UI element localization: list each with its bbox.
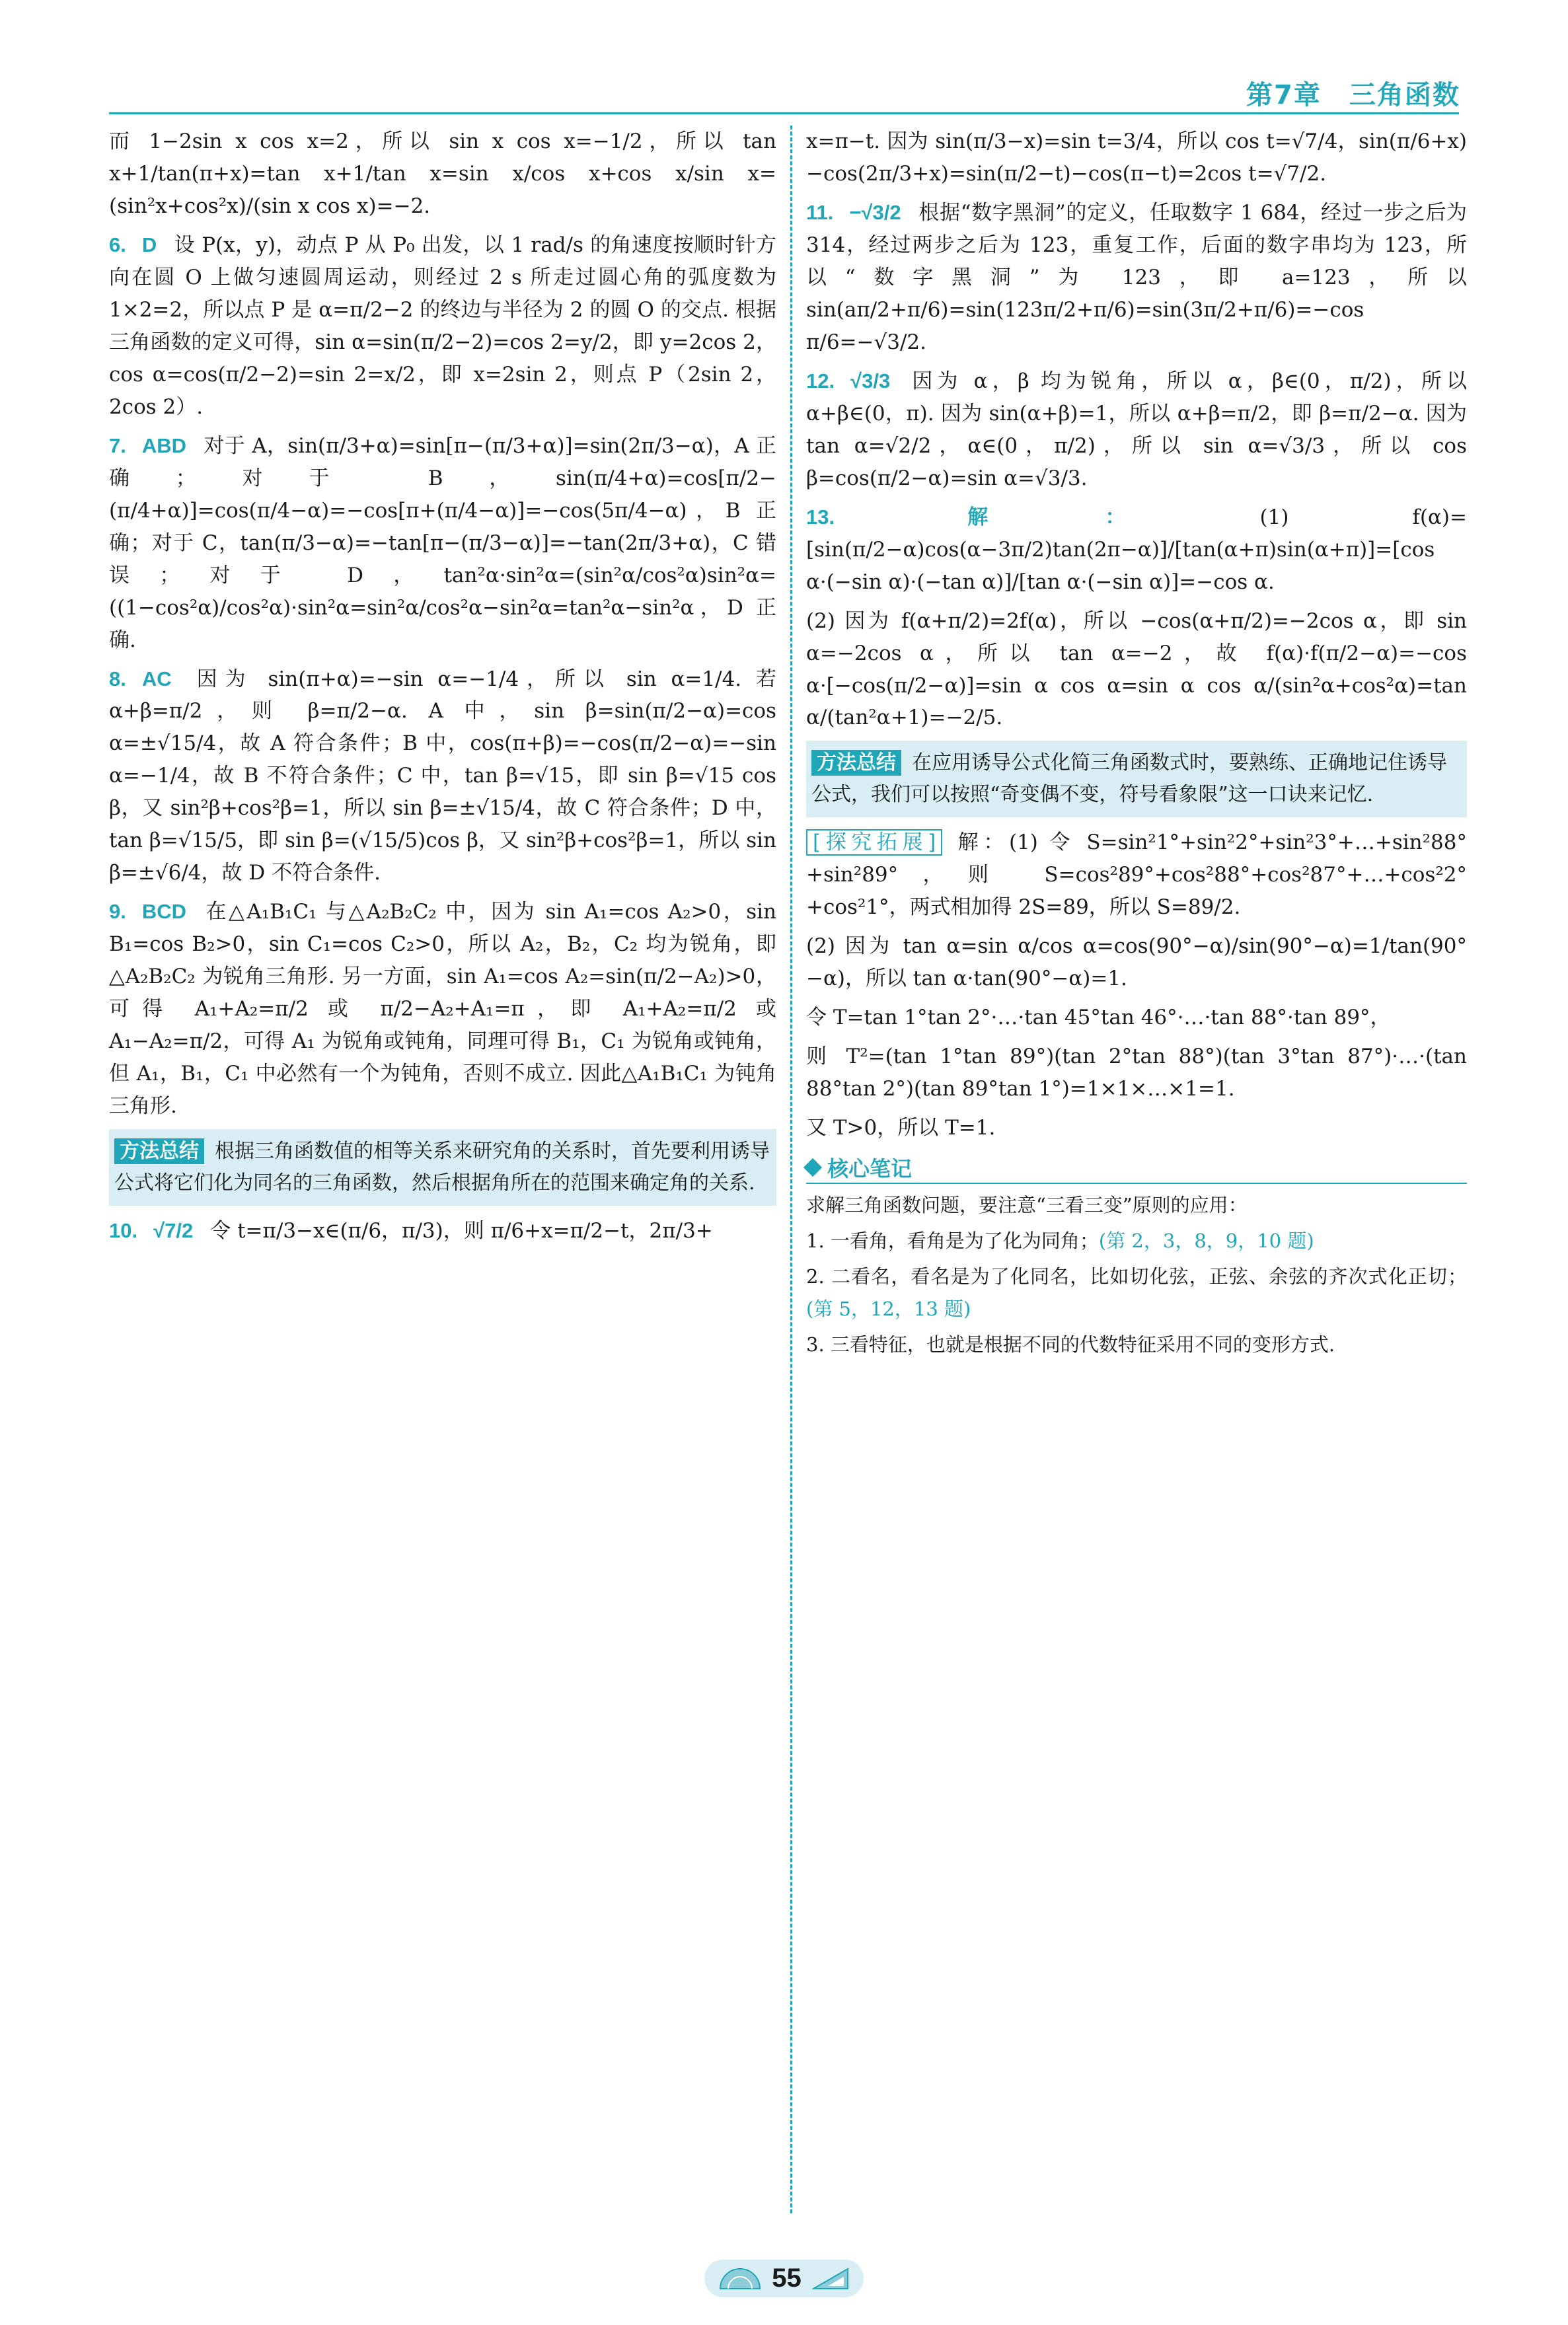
explore-extension-3: 令 T=tan 1°tan 2°·…·tan 45°tan 46°·…·tan 88°·tan 89°，	[806, 1006, 1391, 1030]
page-number-badge	[704, 2260, 864, 2297]
core-notes-title: 核心笔记	[806, 1152, 1467, 1184]
answer-7: 7. ABD 对于 A，sin(π/3+α)=sin[π−(π/3+α)]=sin(2π/3−α)，A 正确；对于 B，sin(π/4+α)=cos[π/2−(π/4+α)]=cos(π/4−α)=−cos[π+(π/4−α)]=−cos(5π/4−α)，B 正确；对于 C，tan(π/3−α)=−tan[π−(π/3−α)]=−tan(2π/3+α)，C 错误；对于 D，tan²α·sin²α=(sin²α/cos²α)sin²α=((1−cos²α)/cos²α)·sin²α=sin²α/cos²α−sin²α=tan²α−sin²α，D 正确.	[109, 433, 776, 652]
answer-13-part1: 13. 解： (1) f(α)=[sin(π/2−α)cos(α−3π/2)tan(2π−α)]/[tan(α+π)sin(α+π)]=[cos α·(−sin α)·(−tan α)]/[tan α·(−sin α)]=−cos α.	[806, 505, 1468, 594]
column-divider	[790, 126, 792, 2213]
core-notes-item: 3. 三看特征，也就是根据不同的代数特征采用不同的变形方式.	[806, 1333, 1335, 1356]
core-notes-intro: 求解三角函数问题，要注意“三看三变”原则的应用：	[806, 1194, 1248, 1217]
method-summary-tag-2: 方法总结	[811, 750, 901, 776]
method-summary-box-2: 方法总结 在应用诱导公式化简三角函数式时，要熟练、正确地记住诱导公式，我们可以按照“奇变偶不变，符号看象限”这一口诀来记忆.	[806, 741, 1467, 817]
header-rule	[109, 112, 1459, 114]
protractor-icon	[719, 2268, 761, 2290]
explore-extension-4: 则 T²=(tan 1°tan 89°)(tan 2°tan 88°)(tan 3°tan 87°)·…·(tan 88°tan 2°)(tan 89°tan 1°)=1×1×…×1=1.	[806, 1045, 1467, 1101]
page-footer	[0, 2260, 1568, 2297]
answer-11: 11. −√3/2 根据“数字黑洞”的定义，任取数字 1 684，经过一步之后为 314，经过两步之后为 123，重复工作，后面的数字串均为 123，所以“数字黑洞”为 123，即 a=123，所以 sin(aπ/2+π/6)=sin(123π/2+π/6)=sin(3π/2+π/6)=−cos π/6=−√3/2.	[806, 200, 1467, 354]
chapter-header: 第7章 三角函数	[1246, 80, 1460, 110]
answer-10: 10. √7/2 令 t=π/3−x∈(π/6，π/3)，则 π/6+x=π/2−t，2π/3+	[109, 1219, 713, 1243]
method-summary-box: 方法总结 根据三角函数值的相等关系来研究角的关系时，首先要利用诱导公式将它们化为同名的三角函数，然后根据角所在的范围来确定角的关系.	[109, 1129, 776, 1206]
explore-extension-tag: [探究拓展]	[806, 829, 942, 856]
answer-10-continuation: x=π−t. 因为 sin(π/3−x)=sin t=3/4，所以 cos t=√7/4，sin(π/6+x)−cos(2π/3+x)=sin(π/2−t)−cos(π−t)=2cos t=√7/2.	[806, 129, 1467, 186]
method-summary-tag: 方法总结	[114, 1138, 204, 1164]
answer-9: 9. BCD 在△A₁B₁C₁ 与△A₂B₂C₂ 中，因为 sin A₁=cos A₂>0，sin B₁=cos B₂>0，sin C₁=cos C₂>0，所以 A₂，B₂，C₂ 均为锐角，即△A₂B₂C₂ 为锐角三角形. 另一方面，sin A₁=cos A₂=sin(π/2−A₂)>0，可得 A₁+A₂=π/2 或 π/2−A₂+A₁=π，即 A₁+A₂=π/2 或 A₁−A₂=π/2，可得 A₁ 为锐角或钝角，同理可得 B₁，C₁ 为锐角或钝角，但 A₁，B₁，C₁ 中必然有一个为钝角，否则不成立. 因此△A₁B₁C₁ 为钝角三角形.	[109, 900, 776, 1119]
explore-extension-1: [探究拓展] 解：(1) 令 S=sin²1°+sin²2°+sin²3°+…+sin²88°+sin²89°，则 S=cos²89°+cos²88°+cos²87°+…+cos²2°+cos²1°，两式相加得 2S=89，所以 S=89/2.	[806, 830, 1467, 920]
explore-extension-5: 又 T>0，所以 T=1.	[806, 1116, 996, 1140]
core-notes-item: 2. 二看名，看名是为了化同名，比如切化弦，正弦、余弦的齐次式化正切；(第 5，12，13 题)	[806, 1265, 1467, 1320]
page-number: 55	[772, 2264, 802, 2293]
explore-extension-2: (2) 因为 tan α=sin α/cos α=cos(90°−α)/sin(90°−α)=1/tan(90°−α)，所以 tan α·tan(90°−α)=1.	[806, 934, 1467, 991]
core-notes-item: 1. 一看角，看角是为了化为同角；(第 2，3，8，9，10 题)	[806, 1230, 1314, 1253]
answer-12: 12. √3/3 因为 α，β 均为锐角，所以 α，β∈(0，π/2)，所以 α+β∈(0，π). 因为 sin(α+β)=1，所以 α+β=π/2，即 β=π/2−α. 因为 tan α=√2/2，α∈(0，π/2)，所以 sin α=√3/3，所以 cos β=cos(π/2−α)=sin α=√3/3.	[806, 369, 1467, 490]
answer-6: 6. D 设 P(x，y)，动点 P 从 P₀ 出发，以 1 rad/s 的角速度按顺时针方向在圆 O 上做匀速圆周运动，则经过 2 s 所走过圆心角的弧度数为 1×2=2，所以点 P 是 α=π/2−2 的终边与半径为 2 的圆 O 的交点. 根据三角函数的定义可得，sin α=sin(π/2−2)=cos 2=y/2，即 y=2cos 2，cos α=cos(π/2−2)=sin 2=x/2，即 x=2sin 2，则点 P（2sin 2，2cos 2）.	[109, 233, 776, 419]
diamond-icon	[803, 1158, 822, 1177]
right-column	[806, 126, 1467, 1364]
left-column	[109, 126, 776, 1254]
answer-13-part2: (2) 因为 f(α+π/2)=2f(α)，所以 −cos(α+π/2)=−2cos α，即 sin α=−2cos α，所以 tan α=−2，故 f(α)·f(π/2−α)=−cos α·[−cos(π/2−α)]=sin α cos α=sin α cos α/(sin²α+cos²α)=tan α/(tan²α+1)=−2/5.	[806, 609, 1467, 730]
set-square-icon	[812, 2268, 849, 2290]
answer-continuation: 而 1−2sin x cos x=2，所以 sin x cos x=−1/2，所以 tan x+1/tan(π+x)=tan x+1/tan x=sin x/cos x+cos x/sin x=(sin²x+cos²x)/(sin x cos x)=−2.	[109, 129, 776, 218]
answer-8: 8. AC 因为 sin(π+α)=−sin α=−1/4，所以 sin α=1/4. 若 α+β=π/2，则 β=π/2−α. A 中，sin β=sin(π/2−α)=cos α=±√15/4，故 A 符合条件；B 中，cos(π+β)=−cos(π/2−α)=−sin α=−1/4，故 B 不符合条件；C 中，tan β=√15，即 sin β=√15 cos β，又 sin²β+cos²β=1，所以 sin β=±√15/4，故 C 符合条件；D 中，tan β=√15/5，即 sin β=(√15/5)cos β，又 sin²β+cos²β=1，所以 sin β=±√6/4，故 D 不符合条件.	[109, 667, 776, 885]
